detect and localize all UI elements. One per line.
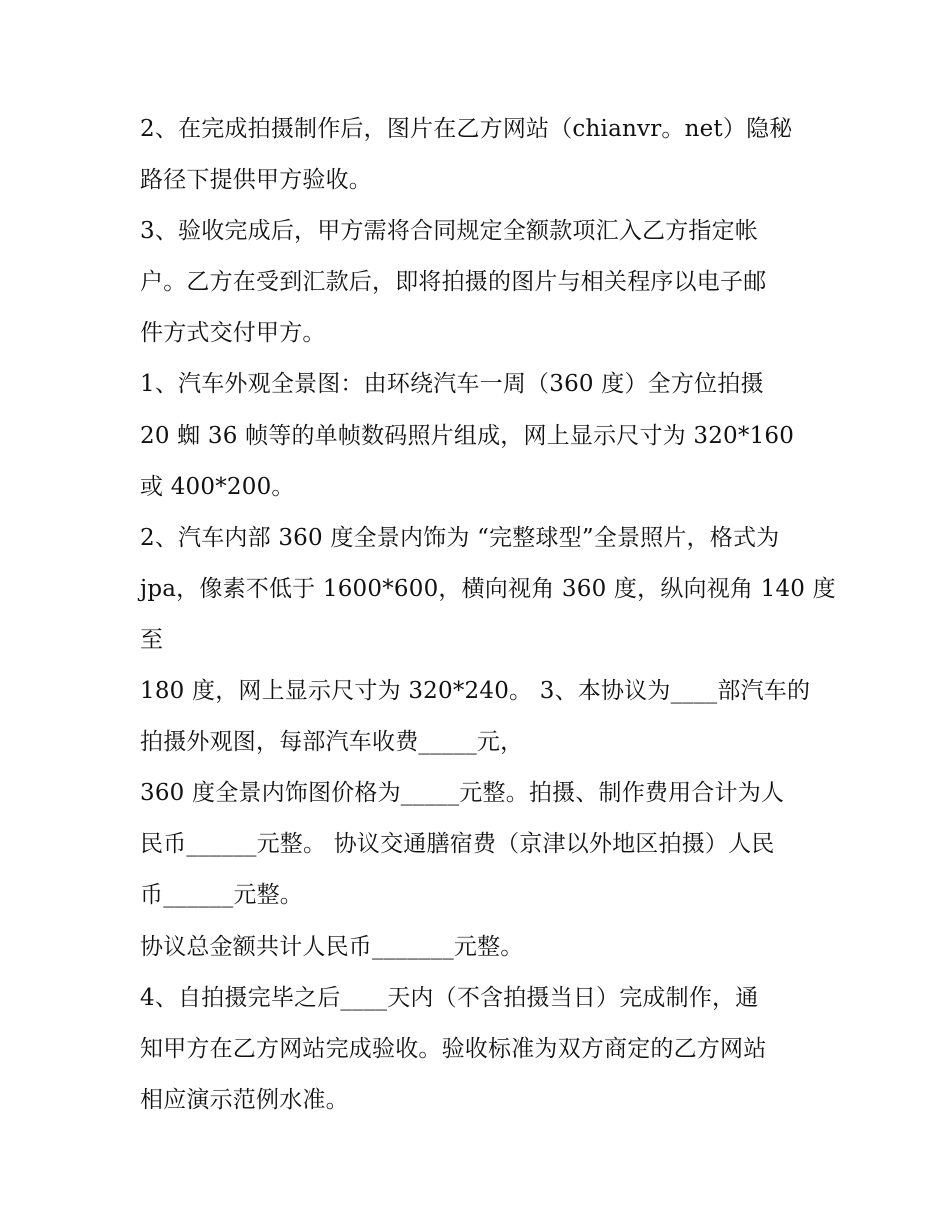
text-line: jpa，像素不低于 1600*600，横向视角 360 度，纵向视角 140 度 (140, 575, 836, 602)
text-line: 3、验收完成后，甲方需将合同规定全额款项汇入乙方指定帐 (140, 218, 759, 245)
text-line: 至 (140, 626, 164, 653)
text-line: 1、汽车外观全景图：由环绕汽车一周（360 度）全方位拍摄 (140, 371, 764, 398)
text-line: 2、在完成拍摄制作后，图片在乙方网站（chianvr。net）隐秘 (140, 116, 793, 142)
text-line: 件方式交付甲方。 (140, 320, 326, 347)
text-line: 360 度全景内饰图价格为_____元整。拍摄、制作费用合计为人 (140, 780, 785, 807)
text-line: 知甲方在乙方网站完成验收。验收标准为双方商定的乙方网站 (140, 1035, 767, 1062)
text-line: 4、自拍摄完毕之后____天内（不含拍摄当日）完成制作，通 (140, 984, 759, 1011)
text-line: 20 蜘 36 帧等的单帧数码照片组成，网上显示尺寸为 320*160 (140, 422, 795, 449)
document-body (140, 104, 836, 1126)
text-line: 相应演示范例水准。 (140, 1086, 349, 1113)
text-line: 协议总金额共计人民币_______元整。 (140, 933, 524, 960)
text-line: 路径下提供甲方验收。 (140, 167, 372, 194)
text-line: 180 度，网上显示尺寸为 320*240。 3、本协议为____部汽车的 (140, 678, 811, 705)
text-line: 币______元整。 (140, 882, 303, 909)
text-line: 民币______元整。 协议交通膳宿费（京津以外地区拍摄）人民 (140, 831, 775, 858)
text-line: 拍摄外观图，每部汽车收费_____元， (140, 729, 524, 756)
text-line: 或 400*200。 (140, 473, 295, 500)
text-line: 户。乙方在受到汇款后，即将拍摄的图片与相关程序以电子邮 (140, 269, 767, 296)
text-line: 2、汽车内部 360 度全景内饰为 “完整球型”全景照片，格式为 (140, 524, 780, 551)
